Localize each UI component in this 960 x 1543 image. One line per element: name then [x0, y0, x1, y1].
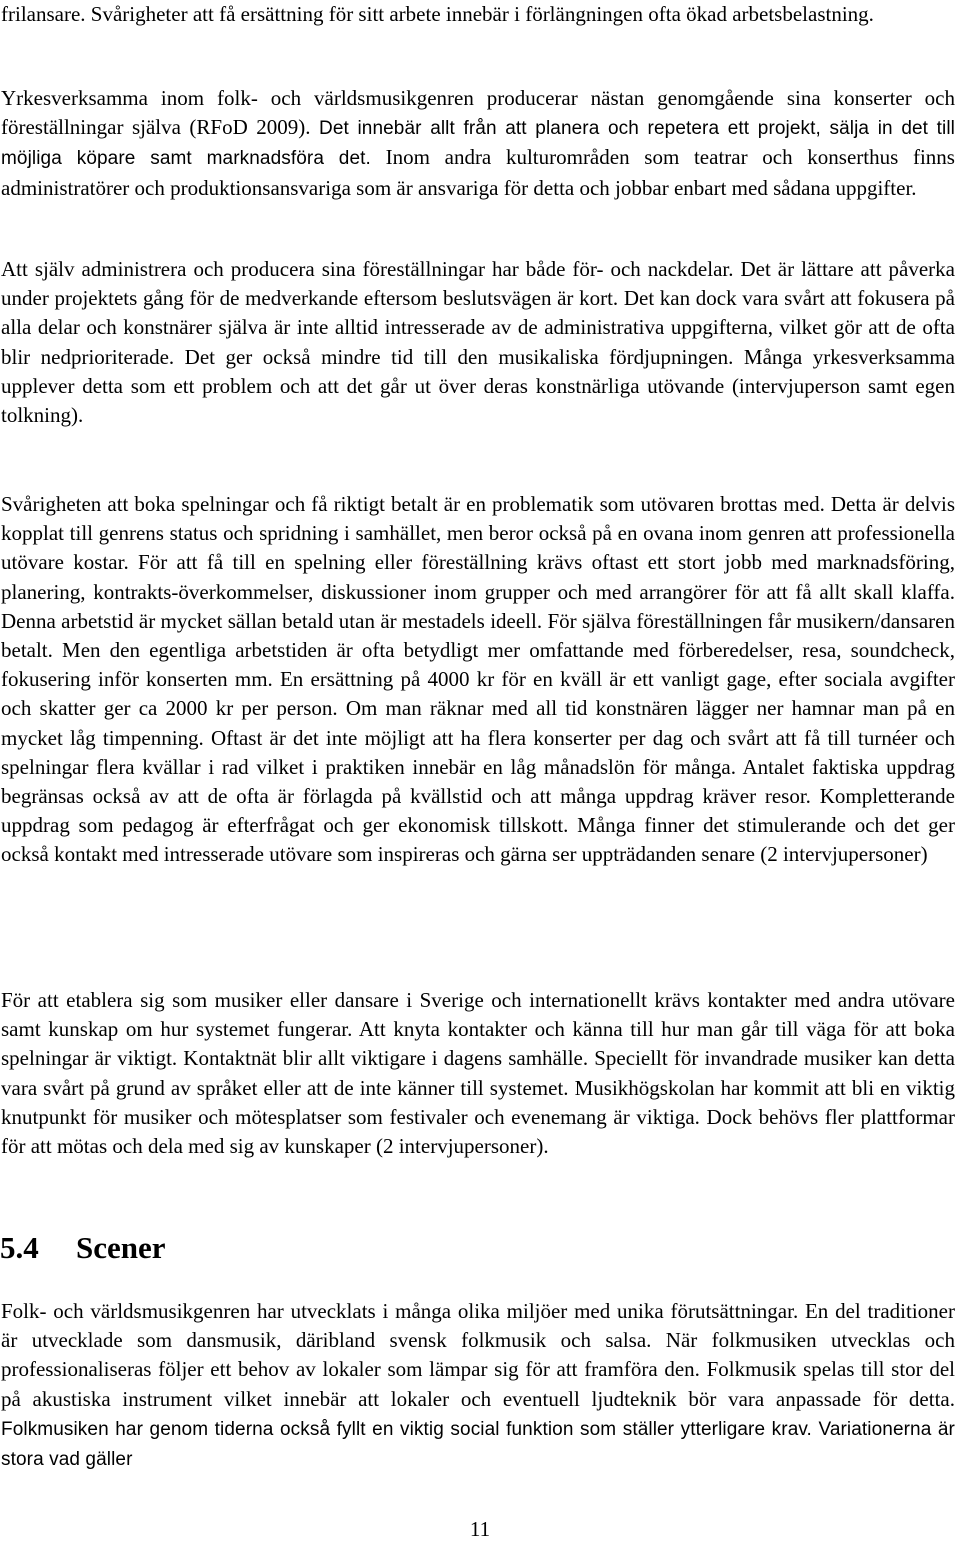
paragraph-text: frilansare. Svårigheter att få ersättning för sitt arbete innebär i förlängningen ofta ökad arbetsbelastning.: [1, 2, 874, 26]
paragraph-text: Svårigheten att boka spelningar och få riktigt betalt är en problematik som utövaren brottas med. Detta är delvis kopplat till genrens status och spridning i samhället, men beror också på en ovana inom genren att professionella utövare kostar. För att få till en spelning eller föreställning krävs oftast ett stort jobb med marknadsföring, planering, kontrakts-överkommelser, diskussioner inom grupper och med arrangörer för att få allt skall klaffa. Denna arbetstid är mycket sällan betald utan är mestadels ideell. För själva föreställningen får musikern/dansaren betalt. Men den egentliga arbetstiden är ofta betydligt mer omfattande med förberedelser, resa, soundcheck, fokusering inför konserten mm. En ersättning på 4000 kr för en kväll är ett vanligt gage, efter sociala avgifter och skatter ger ca 2000 kr per person. Om man räknar med all tid konstnären lägger ner hamnar man på en mycket låg timpenning. Oftast är det inte möjligt att ha flera konserter per dag och svårt att få till turnéer och spelningar flera kvällar i rad vilket i praktiken innebär en låg månadslön för många. Antalet faktiska uppdrag begränsas också av att de ofta är förlagda på kvällstid och att många uppdrag kräver resor. Kompletterande uppdrag som pedagog är efterfrågat och ger ekonomisk tillskott. Många finner det stimulerande och det ger också kontakt med intresserade utövare som inspireras och gärna ser uppträdanden senare (2 intervjupersoner): [1, 492, 955, 867]
paragraph-networking: [1, 986, 955, 1161]
paragraph-freelancing-compensation: [1, 0, 955, 29]
section-number: 5.4: [0, 1230, 39, 1265]
paragraph-text-part-b: Folkmusiken har genom tiderna också fyllt en viktig social funktion som ställer ytterligare krav. Variationerna är stora vad gäller: [1, 1418, 955, 1471]
paragraph-text-part-a: Yrkesverksamma inom folk- och världsmusikgenren producerar nästan genomgående sina konserter och föreställningar själva (RFoD 2009).: [1, 86, 955, 140]
paragraph-text-part-a: Folk- och världsmusikgenren har utvecklats i många olika miljöer med unika förutsättningar. En del traditioner är utvecklade som dansmusik, däribland svensk folkmusik och salsa. När folkmusiken utvecklas och professionaliseras följer ett behov av lokaler som lämpar sig för att framföra den. Folkmusik spelas till stor del på akustiska instrument vilket innebär att lokaler och eventuell ljudteknik bör vara anpassade för detta.: [1, 1299, 955, 1411]
paragraph-booking-difficulties: [1, 490, 955, 870]
paragraph-pros-cons: [1, 255, 955, 430]
section-title: Scener: [76, 1230, 166, 1265]
paragraph-text-part-b: Det innebär allt från att planera och repetera ett projekt, sälja in det till möjliga köpare samt marknadsföra det.: [1, 118, 955, 170]
paragraph-self-production: [1, 84, 955, 203]
section-heading: [0, 1228, 166, 1268]
paragraph-text: Att själv administrera och producera sina föreställningar har både för- och nackdelar. Det är lättare att påverka under projektets gång för de medverkande eftersom beslutsvägen är kort. Det kan dock vara svårt att fokusera på alla delar och konstnärer själva är inte alltid intresserade av de administrativa uppgifterna, vilket gör att de ofta blir nedprioriterade. Det ger också mindre tid till den musikaliska fördjupningen. Många yrkesverksamma upplever detta som ett problem och att det går ut över deras konstnärliga utövande (intervjuperson samt egen tolkning).: [1, 257, 955, 428]
paragraph-text: För att etablera sig som musiker eller dansare i Sverige och internationellt krävs kontakter med andra utövare samt kunskap om hur systemet fungerar. Att knyta kontakter och känna till hur man går till väga för att boka spelningar är viktigt. Kontaktnät blir allt viktigare i dagens samhälle. Speciellt för invandrade musiker kan detta vara svårt på grund av språket eller att de inte känner till systemet. Musikhögskolan har kommit att bli en viktig knutpunkt för musiker och mötesplatser som festivaler och evenemang är viktiga. Dock behövs fler plattformar för att mötas och dela med sig av kunskaper (2 intervjupersoner).: [1, 988, 955, 1159]
paragraph-text-part-c: Inom andra kulturområden som teatrar och konserthus finns administratörer och produktionsansvariga som är ansvariga för detta och jobbar enbart med sådana uppgifter.: [1, 145, 955, 200]
paragraph-venues: [1, 1297, 955, 1474]
page-number: 11: [469, 1517, 491, 1541]
